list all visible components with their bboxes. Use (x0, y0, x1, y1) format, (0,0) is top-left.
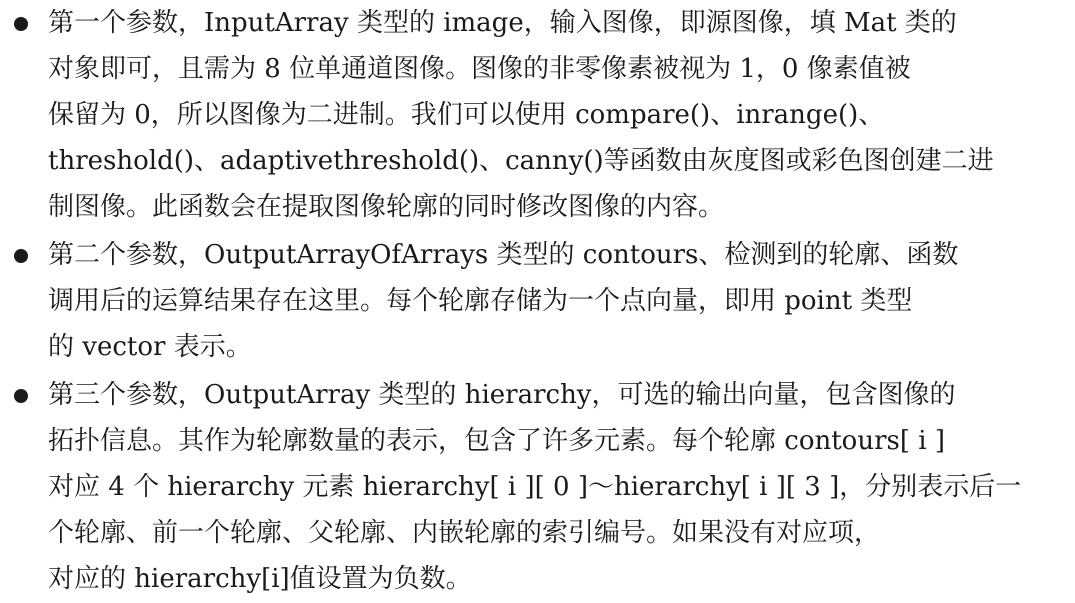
bullet-icon (14, 17, 28, 31)
text-line: 对象即可，且需为 8 位单通道图像。图像的非零像素被视为 1，0 像素值被 (48, 54, 911, 84)
text-line: 拓扑信息。其作为轮廓数量的表示，包含了许多元素。每个轮廓 contours[ i ] (48, 426, 945, 456)
text-line: 制图像。此函数会在提取图像轮廓的同时修改图像的内容。 (48, 192, 725, 222)
bullet-icon (14, 249, 28, 263)
text-line: 第二个参数，OutputArrayOfArrays 类型的 contours、检测到的轮廓、函数 (48, 240, 959, 270)
list-item-second-parameter (0, 232, 1075, 372)
text-line: 对应的 hierarchy[i]值设置为负数。 (48, 564, 472, 594)
text-line: threshold()、adaptivethreshold()、canny()等函数由灰度图或彩色图创建二进 (48, 146, 994, 176)
text-line: 保留为 0，所以图像为二进制。我们可以使用 compare()、inrange()、 (48, 100, 885, 130)
text-line: 的 vector 表示。 (48, 332, 252, 362)
text-line: 对应 4 个 hierarchy 元素 hierarchy[ i ][ 0 ]～hierarchy[ i ][ 3 ]，分别表示后一 (48, 472, 1022, 502)
list-item-third-parameter (0, 372, 1075, 603)
text-line: 第一个参数，InputArray 类型的 image，输入图像，即源图像，填 Mat 类的 (48, 8, 957, 38)
list-item-first-parameter (0, 0, 1075, 232)
text-line: 个轮廓、前一个轮廓、父轮廓、内嵌轮廓的索引编号。如果没有对应项， (48, 518, 881, 548)
text-line: 调用后的运算结果存在这里。每个轮廓存储为一个点向量，即用 point 类型 (48, 286, 913, 316)
text-line: 第三个参数，OutputArray 类型的 hierarchy，可选的输出向量，包含图像的 (48, 380, 956, 410)
bullet-icon (14, 389, 28, 403)
